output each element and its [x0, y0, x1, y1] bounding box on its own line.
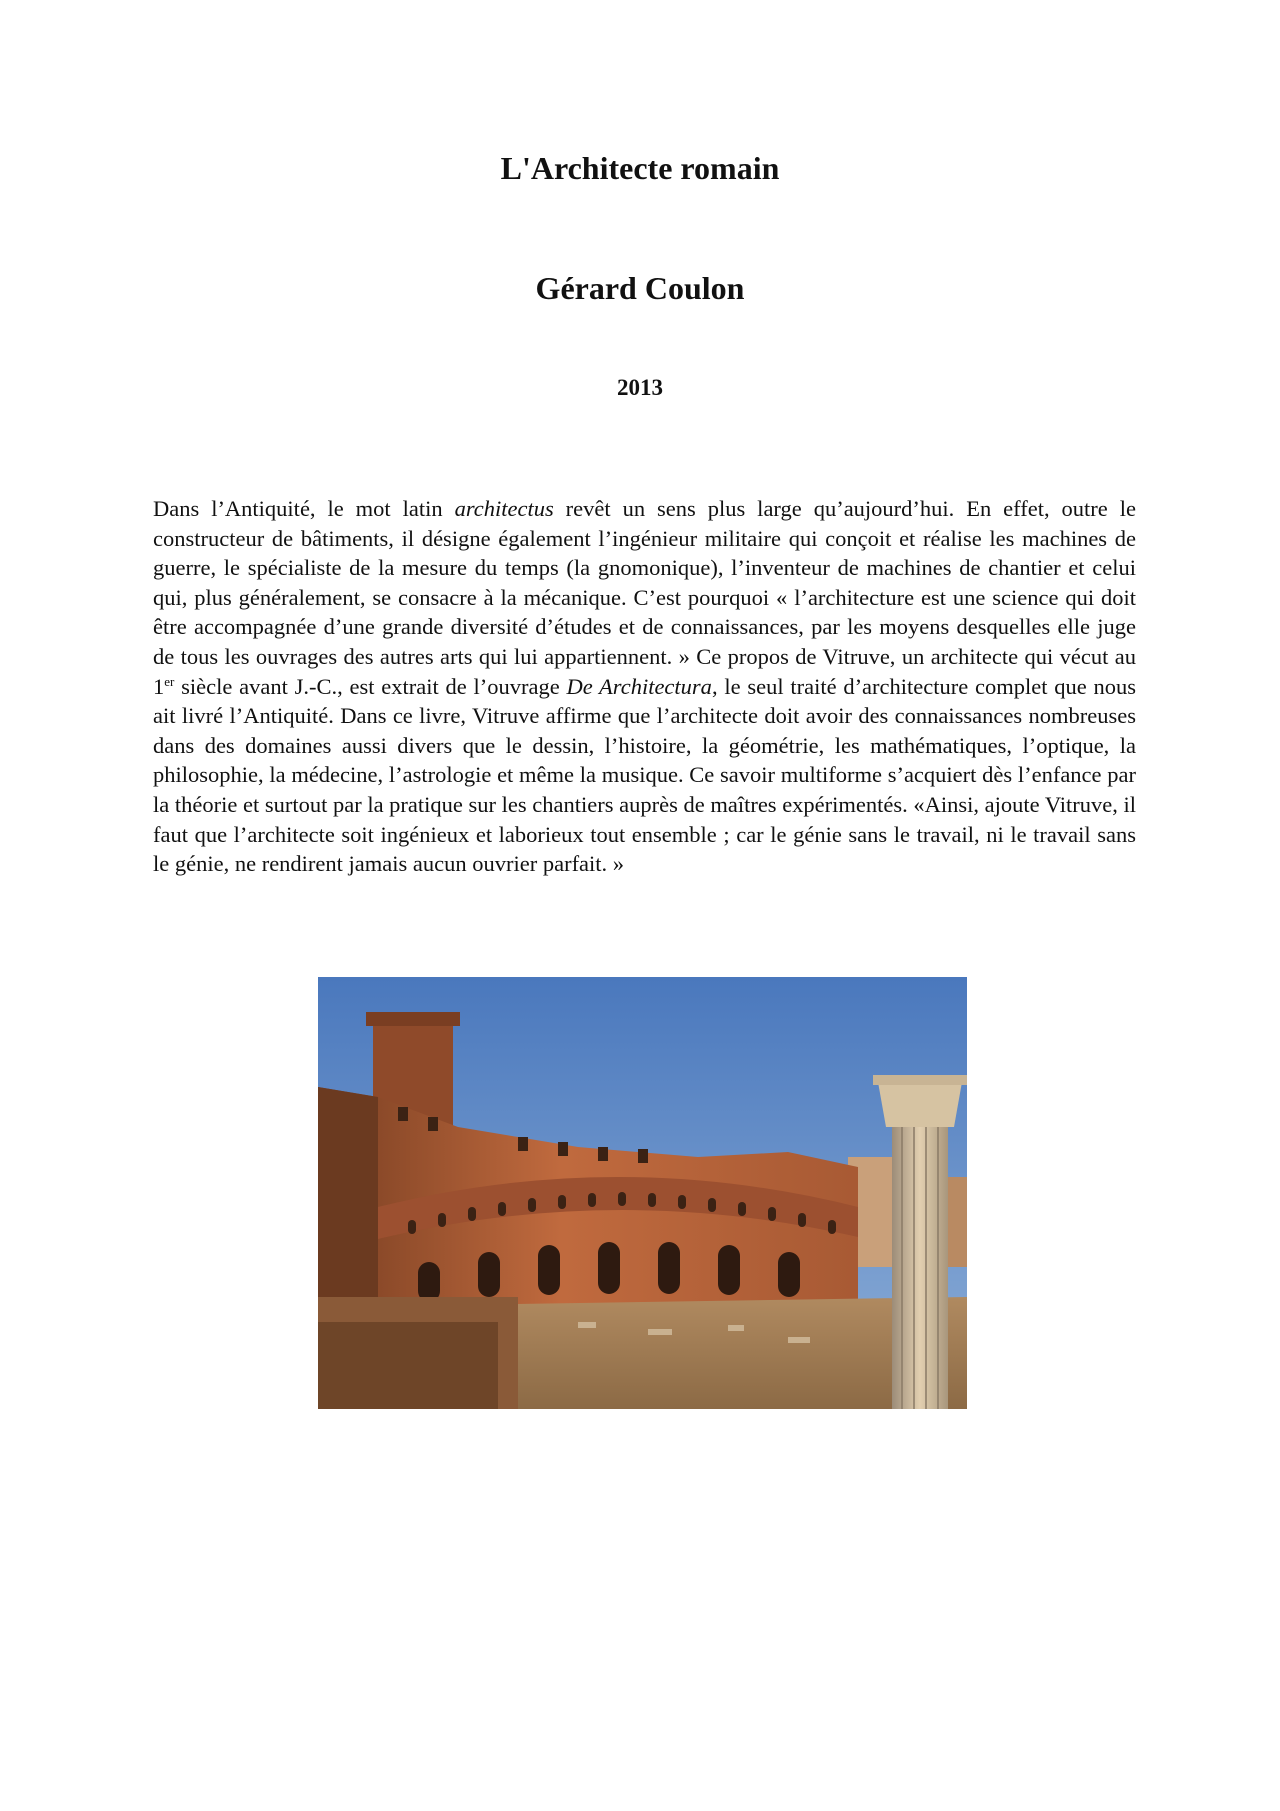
column-shaft	[892, 1127, 948, 1409]
paragraph-segment: revêt un sens plus large qu’aujourd’hui. En effet, outre le constructeur de bâtiments, il désigne également l’ingénieur militaire qui conçoit et réalise les machines de guerre, le spécialiste de la mesure du temps (la gnomonique), l’inventeur de machines de chantier et celui qui, plus généralement, se consacre à la mécanique. C’est pourquoi « l’architecture est une science qui doit être accompagnée d’une grande diversité d’études et de connaissances, par les moyens desquelles elle juge de tous les ouvrages des autres arts qui lui appartiennent. » Ce propos de Vitruve, un architecte qui vécut au 1	[153, 496, 1136, 699]
work-title-de-architectura: De Architectura	[566, 673, 712, 699]
term-architectus: architectus	[454, 496, 554, 521]
body-paragraph	[153, 494, 1136, 879]
column-capital	[878, 1082, 962, 1127]
document-year: 2013	[617, 375, 663, 400]
paragraph-segment: siècle avant J.-C., est extrait de l’ouvrage	[174, 673, 567, 699]
document-title: L'Architecte romain	[500, 150, 780, 186]
document-author: Gérard Coulon	[535, 270, 745, 306]
paragraph-segment: , le seul traité d’architecture complet que nous ait livré l’Antiquité. Dans ce livre, Vitruve affirme que l’architecte doit avoir des connaissances nombreuses dans des domaines aussi divers que le dessin, l’histoire, la géométrie, les mathématiques, l’optique, la philosophie, la médecine, l’astrologie et même la musique. Ce savoir multiforme s’acquiert dès l’enfance par la théorie et surtout par la pratique sur les chantiers auprès de maîtres expérimentés. «Ainsi, ajoute Vitruve, il faut que l’architecte soit ingénieux et laborieux tout ensemble ; car le génie sans le travail, ni le travail sans le génie, ne rendirent jamais aucun ouvrier parfait. »	[153, 673, 1136, 877]
paragraph-segment: Dans l’Antiquité, le mot latin	[153, 496, 455, 521]
photo-trajan-markets	[318, 977, 967, 1409]
ordinal-superscript: er	[164, 673, 175, 689]
